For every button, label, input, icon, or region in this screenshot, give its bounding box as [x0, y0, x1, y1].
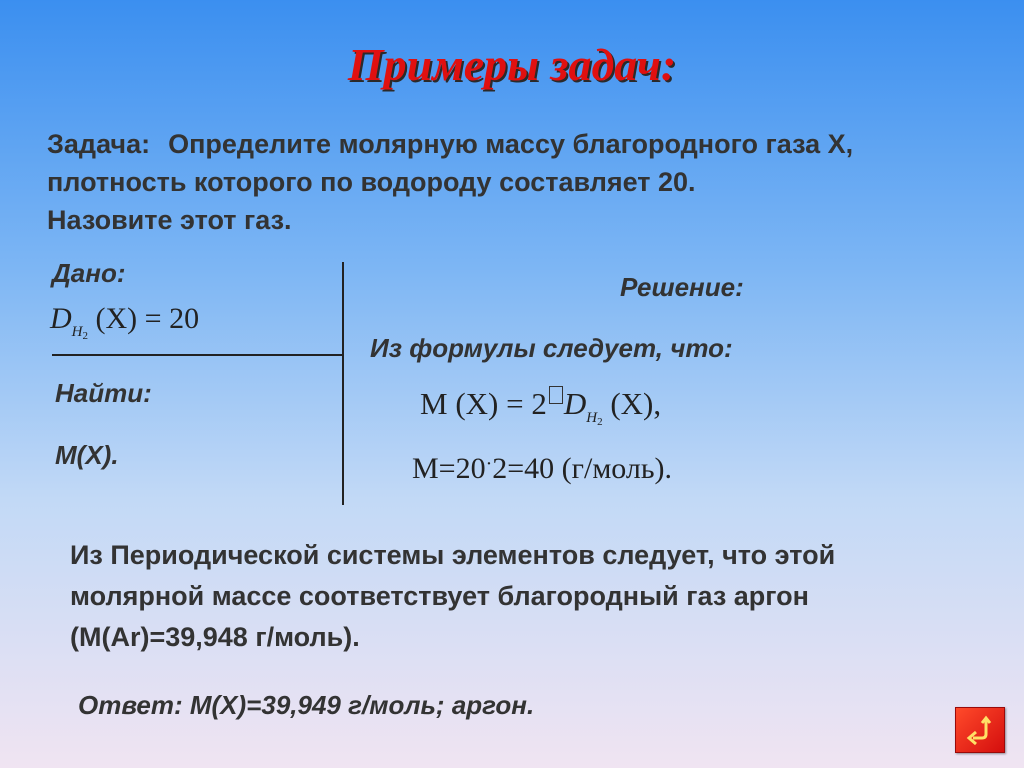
molar-mass-formula — [420, 386, 661, 428]
find-value: M(X). — [55, 440, 119, 470]
formula-hydrogen-subscript: H2 — [586, 410, 603, 428]
given-find-divider — [52, 354, 342, 356]
follows-text: Из формулы следует, что: — [370, 333, 733, 363]
periodic-line-2: молярной массе соответствует благородный газ аргон — [70, 581, 809, 611]
task-line-3: Назовите этот газ. — [47, 205, 292, 235]
task-statement — [47, 125, 997, 239]
given-value: (X) = 20 — [95, 302, 200, 335]
given-solution-divider — [342, 262, 344, 505]
slide-title: Примеры задач: — [347, 39, 677, 90]
periodic-line-3: (M(Ar)=39,948 г/моль). — [70, 622, 360, 652]
formula-rhs: (X), — [602, 386, 662, 421]
task-line-1: Определите молярную массу благородного газа X, — [168, 129, 854, 159]
find-label: Найти: — [55, 378, 152, 408]
calc-part-a: M=20 — [412, 452, 486, 485]
return-button[interactable] — [955, 707, 1005, 753]
given-label: Дано: — [52, 258, 126, 288]
density-symbol: D — [50, 302, 72, 335]
calculation — [412, 452, 672, 486]
task-label: Задача: — [47, 129, 151, 159]
hydrogen-subscript: H2 — [71, 324, 89, 342]
multiplication-placeholder-icon — [549, 386, 563, 404]
periodic-line-1: Из Периодической системы элементов следует, что этой — [70, 540, 836, 570]
given-formula — [50, 302, 199, 342]
calc-part-b: 2=40 (г/моль). — [492, 452, 673, 485]
calc-dot: · — [485, 453, 493, 475]
solution-label: Решение: — [620, 272, 744, 302]
formula-lhs: M (X) = 2 — [420, 386, 547, 421]
return-arrow-icon — [964, 715, 996, 745]
task-line-2: плотность которого по водороду составляет 20. — [47, 167, 696, 197]
formula-density-symbol: D — [563, 386, 587, 421]
periodic-table-conclusion — [70, 535, 970, 658]
answer: Ответ: M(X)=39,949 г/моль; аргон. — [78, 690, 535, 720]
